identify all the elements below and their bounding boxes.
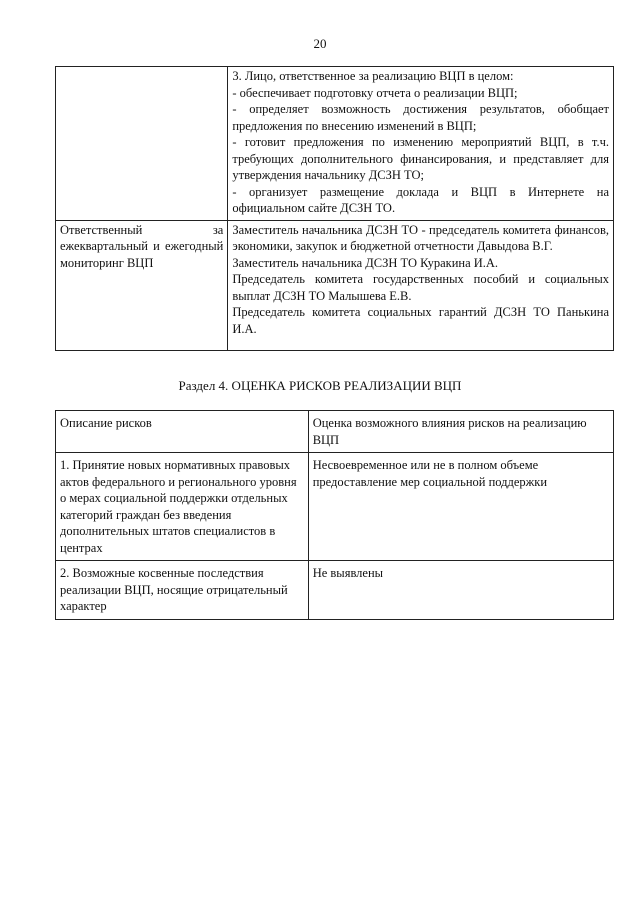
duty-line: 3. Лицо, ответственное за реализацию ВЦП в целом: [232,69,514,83]
table-row [56,561,614,620]
table-cell-duties [228,67,614,221]
table-cell-empty [56,67,228,221]
page-number: 20 [313,36,327,51]
table-cell-officials [228,220,614,350]
table-header-row [56,411,614,453]
official-line: Заместитель начальника ДСЗН ТО Куракина И.А. [232,255,499,270]
duty-line: - определяет возможность достижения результатов, обобщает предложения по внесению изменений в ВЦП; [232,102,609,133]
official-line: Председатель комитета государственных пособий и социальных выплат ДСЗН ТО Малышева Е.В. [232,272,609,303]
column-header: Описание рисков [56,411,309,453]
risk-impact: Не выявлены [308,561,613,620]
column-header: Оценка возможного влияния рисков на реализацию ВЦП [308,411,613,453]
risk-description: 1. Принятие новых нормативных правовых актов федерального и регионального уровня о мерах социальной поддержки отдельных категорий граждан без введения дополнительных штатов специалистов в центрах [56,453,309,561]
risk-impact: Несвоевременное или не в полном объеме предоставление мер социальной поддержки [308,453,613,561]
official-line: Заместитель начальника ДСЗН ТО - председатель комитета финансов, экономики, закупок и бюджетной отчетности Давыдова В.Г. [232,222,609,253]
official-line: Председатель комитета социальных гарантий ДСЗН ТО Панькина И.А. [232,305,609,336]
table-row [56,220,614,350]
risk-description: 2. Возможные косвенные последствия реализации ВЦП, носящие отрицательный характер [56,561,309,620]
duty-line: - организует размещение доклада и ВЦП в Интернете на официальном сайте ДСЗН ТО. [232,184,609,215]
responsibility-table [55,66,614,351]
duty-line: - обеспечивает подготовку отчета о реализации ВЦП; [232,85,518,100]
duty-line: - готовит предложения по изменению мероприятий ВЦП, в т.ч. требующих дополнительного финансирования, и представляет для утверждения начальнику ДСЗН ТО; [232,135,609,182]
section-heading: Раздел 4. ОЦЕНКА РИСКОВ РЕАЛИЗАЦИИ ВЦП [178,378,462,393]
risk-table [55,410,614,620]
table-row [56,453,614,561]
table-row [56,67,614,221]
monitoring-label: Ответственный за ежеквартальный и ежегодный мониторинг ВЦП [56,220,228,350]
